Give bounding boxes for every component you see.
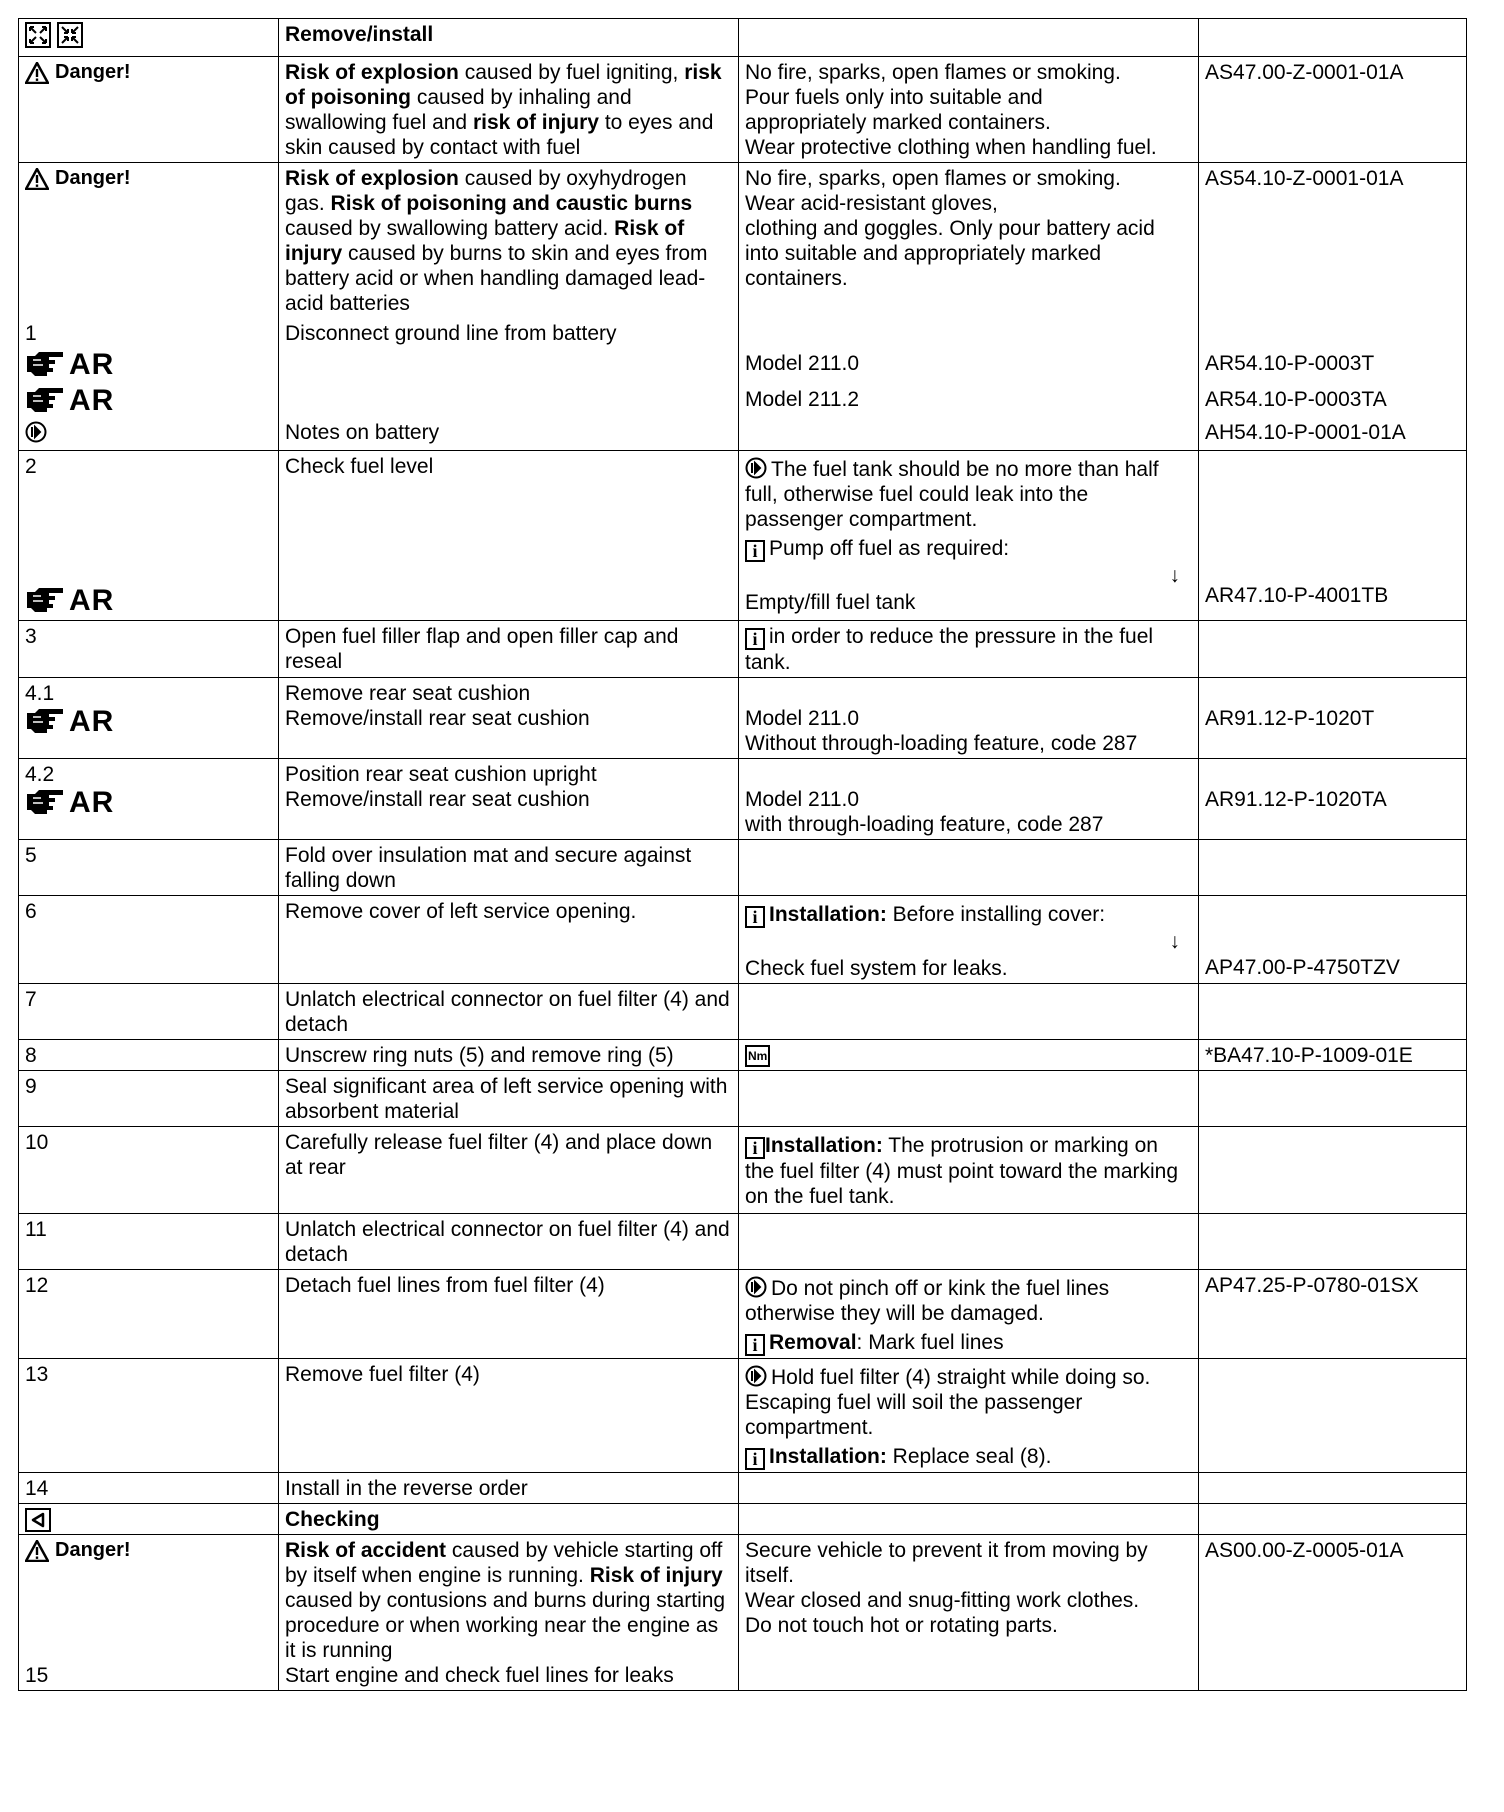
info-icon: i [745,1137,765,1159]
section-title: Checking [279,1504,739,1535]
danger-label: Danger! [55,61,131,83]
danger-measures: No fire, sparks, open flames or smoking. Wear acid-resistant gloves, clothing and goggles. Only pour battery acid into suitable and appropriately marked containers. [745,167,1155,290]
step-row-13: 13 Remove fuel filter (4) Hold fuel filter (4) straight while doing so. Escaping fuel will soil the passenger compartment. i Installation: Replace seal (8). [19,1359,1467,1473]
step-number: 7 [19,984,279,1040]
hand-pointer-icon [25,788,65,816]
step-row-14 [19,1473,1467,1504]
step-row-5 [19,840,1467,896]
reference-link[interactable]: AH54.10-P-0001-01A [1205,421,1406,444]
expand-icon [25,22,51,54]
step-text: Disconnect ground line from battery [285,322,617,345]
step-text: Remove/install rear seat cushion [285,707,590,730]
reference-link[interactable]: AP47.00-P-4750TZV [1205,956,1400,979]
step-text: Remove/install rear seat cushion [285,788,590,811]
step-row-2: 2 AR Check fuel level The fuel tank should be no more than half full, otherwise fuel could leak into the passenger compartment. i Pump off fuel as required: ↓ Empty/fill fuel tank AR47.10-P-4001TB [19,451,1467,621]
reference-link[interactable]: AS00.00-Z-0005-01A [1199,1535,1467,1691]
danger-label: Danger! [55,1539,131,1562]
step-text: Detach fuel lines from fuel filter (4) [279,1270,739,1359]
reference-link[interactable]: AR54.10-P-0003T [1205,352,1375,375]
step-number: 5 [19,840,279,896]
step-number: 12 [19,1270,279,1359]
collapse-icon [57,22,83,54]
step-number: 15 [25,1664,49,1688]
step-number: 1 [25,322,37,345]
step-number: 13 [19,1359,279,1473]
step-text: Check fuel level [279,451,739,621]
procedure-table [18,18,1467,1691]
reference-link[interactable]: AP47.25-P-0780-01SX [1199,1270,1467,1359]
danger-measures: Secure vehicle to prevent it from moving by itself. Wear closed and snug-fitting work clothes. Do not touch hot or rotating parts. [739,1535,1199,1691]
danger-row-fuel [19,57,1467,163]
step-row-10: 10 Carefully release fuel filter (4) and place down at rear i Installation: The protrusion or marking on the fuel filter (4) must point toward the marking on the fuel tank. [19,1127,1467,1214]
danger-row-engine [19,1535,1467,1691]
warning-triangle-icon [25,62,49,84]
ar-reference-icon: AR [25,582,272,618]
step-text: Unscrew ring nuts (5) and remove ring (5) [279,1040,739,1071]
info-icon: i [745,1334,765,1356]
step-number: 10 [19,1127,279,1214]
ar-reference-icon: AR [25,346,272,382]
circle-arrow-icon [745,457,767,479]
step-row-7 [19,984,1467,1040]
hand-pointer-icon [25,586,65,614]
step-number: 14 [19,1473,279,1504]
hand-pointer-icon [25,386,65,414]
step-number: 6 [19,896,279,984]
step-row-6: 6 Remove cover of left service opening. i Installation: Before installing cover: ↓ Check fuel system for leaks. AP47.00-P-4750TZV [19,896,1467,984]
step-text: Seal significant area of left service opening with absorbent material [279,1071,739,1127]
step-text: Position rear seat cushion upright [285,763,597,786]
step-text: Unlatch electrical connector on fuel filter (4) and detach [279,984,739,1040]
step-text: Carefully release fuel filter (4) and place down at rear [279,1127,739,1214]
step-row-8 [19,1040,1467,1071]
checking-header-row [19,1504,1467,1535]
step-number: 3 [19,621,279,678]
step-number: 11 [19,1214,279,1270]
reference-link[interactable]: AS54.10-Z-0001-01A [1205,167,1404,190]
step-number: 9 [19,1071,279,1127]
circle-arrow-icon [745,1276,767,1298]
info-icon: i [745,906,765,928]
info-icon: i [745,540,765,562]
step-text: Unlatch electrical connector on fuel filter (4) and detach [279,1214,739,1270]
torque-nm-icon: Nm [745,1045,770,1067]
step-text: Remove rear seat cushion [285,682,531,705]
hand-pointer-icon [25,707,65,735]
step-row-9 [19,1071,1467,1127]
reference-link[interactable]: *BA47.10-P-1009-01E [1199,1040,1467,1071]
danger-description: Risk of accident caused by vehicle starting off by itself when engine is running. Risk of injury caused by contusions and burns during starting procedure or when working near the engine as it is running [285,1539,726,1663]
step-number: 4.2 [25,763,55,786]
info-icon: i [745,628,765,650]
step-text: Open fuel filler flap and open filler cap and reseal [279,621,739,678]
ar-reference-icon: AR [25,382,272,418]
info-icon: i [745,1448,765,1470]
danger-measures: No fire, sparks, open flames or smoking. Pour fuels only into suitable and appropriately marked containers. Wear protective clothing when handling fuel. [739,57,1199,163]
reference-link[interactable]: AS47.00-Z-0001-01A [1199,57,1467,163]
reference-link[interactable]: AR91.12-P-1020T [1205,707,1375,730]
step-row-3: 3 Open fuel filler flap and open filler cap and reseal i in order to reduce the pressure in the fuel tank. [19,621,1467,678]
ar-reference-icon: AR [25,706,272,736]
danger-label: Danger! [55,167,131,189]
step-text: Start engine and check fuel lines for leaks [285,1664,674,1688]
step-text: Fold over insulation mat and secure against falling down [279,840,739,896]
step-row-12: 12 Detach fuel lines from fuel filter (4) Do not pinch off or kink the fuel lines otherwise they will be damaged. i Removal: Mark fuel lines AP47.25-P-0780-01SX [19,1270,1467,1359]
section-title: Remove/install [279,19,739,57]
step-text: Install in the reverse order [279,1473,739,1504]
circle-arrow-icon [25,421,47,443]
step-number: 2 [25,455,37,478]
header-row [19,19,1467,57]
step-row-11 [19,1214,1467,1270]
warning-triangle-icon [25,168,49,190]
circle-arrow-icon [745,1365,767,1387]
step-number: 4.1 [25,682,55,705]
danger-description: Risk of explosion caused by fuel igniting, risk of poisoning caused by inhaling and swallowing fuel and risk of injury to eyes and skin caused by contact with fuel [279,57,739,163]
step-row-4-1: 4.1 AR Remove rear seat cushion Remove/install rear seat cushion Model 211.0 Without through-loading feature, code 287 AR91.12-P-1020T [19,678,1467,759]
step-text: Remove fuel filter (4) [279,1359,739,1473]
warning-triangle-icon [25,1540,49,1562]
ar-reference-icon: AR [25,787,272,817]
reference-link[interactable]: AR54.10-P-0003TA [1205,388,1387,411]
notes-link[interactable]: Notes on battery [285,421,440,444]
hand-pointer-icon [25,350,65,378]
step-text: Remove cover of left service opening. [279,896,739,984]
danger-row-battery: Danger! 1 AR AR Risk of explosion caused by oxyhydrogen gas. Risk of poisoning and caustic burns caused by swallowing battery acid. Risk of injury caused by burns to skin and eyes from battery acid or when handling damaged lead-acid batteries Disconnect ground line from battery Notes on battery No fire, sparks, open flames or smoking. Wear acid-resistant gloves, clothing and goggles. Only pour battery acid into suitable and appropriately marked containers. Model 211.0 Model 211.2 AS54.10-Z-0001-01A AR54.10-P-0003T AR54.10-P-0003TA AH54.10-P-0001-01A [19,163,1467,451]
danger-description: Risk of explosion caused by oxyhydrogen gas. Risk of poisoning and caustic burns caused by swallowing battery acid. Risk of injury caused by burns to skin and eyes from battery acid or when handling damaged lead-acid batteries [285,167,708,315]
reference-link[interactable]: AR91.12-P-1020TA [1205,788,1387,811]
step-row-4-2: 4.2 AR Position rear seat cushion upright Remove/install rear seat cushion Model 211.0 with through-loading feature, code 287 AR91.12-P-1020TA [19,759,1467,840]
reference-link[interactable]: AR47.10-P-4001TB [1205,584,1389,607]
step-number: 8 [19,1040,279,1071]
check-triangle-box-icon [25,1508,51,1532]
